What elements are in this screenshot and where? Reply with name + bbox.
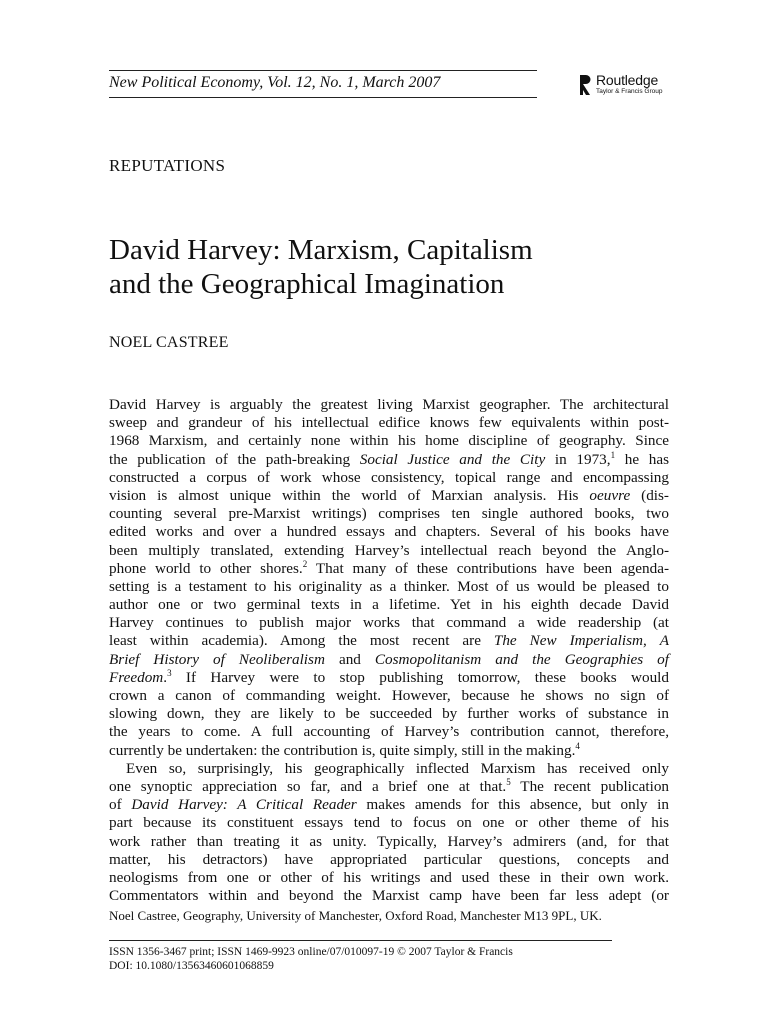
body-line: Freedom.$^3$ If Harvey were to stop publishing tomorrow, these books would xyxy=(109,667,669,686)
body-line: Even so, surprisingly, his geographically inflected Marxism has received only xyxy=(126,759,669,777)
doi-line[interactable]: DOI: 10.1080/13563460601068859 xyxy=(109,960,274,972)
body-line: vision is almost unique within the world of Marxian analysis. His oeuvre (dis- xyxy=(109,486,669,504)
body-line: setting is a testament to his originality as a thinker. Most of us would be pleased to xyxy=(109,577,669,595)
body-line: edited works and over a hundred essays and chapters. Several of his books have xyxy=(109,523,669,541)
routledge-r-icon xyxy=(578,73,592,97)
body-line: slowing down, they are likely to be succeeded by further works of substance in xyxy=(109,705,669,723)
issn-block xyxy=(109,945,513,973)
article-body xyxy=(109,396,669,905)
body-line: counting several pre-Marxist writings) comprises ten single authored books, two xyxy=(109,505,669,523)
book-title: Freedom xyxy=(109,668,164,686)
publisher-name: Routledge xyxy=(596,72,659,88)
title-line-2: and the Geographical Imagination xyxy=(109,268,505,300)
body-line: least within academia). Among the most recent are The New Imperialism, A xyxy=(109,632,670,650)
body-line: sweep and grandeur of his intellectual edifice knows few equivalents within post- xyxy=(109,414,669,432)
body-line: the years to come. A full accounting of Harvey’s contribution cannot, therefore, xyxy=(109,723,669,741)
body-line: 1968 Marxism, and certainly none within his home discipline of geography. Since xyxy=(109,432,669,450)
body-line: constructed a corpus of work whose consistency, topical range and encompassing xyxy=(109,468,669,486)
body-line: one synoptic appreciation so far, and a brief one at that.$^5$ The recent publication xyxy=(109,776,670,795)
emphasis: oeuvre xyxy=(589,486,631,504)
section-heading: REPUTATIONS xyxy=(109,156,226,175)
footnote-ref[interactable]: 3 xyxy=(167,667,172,678)
body-line: phone world to other shores.$^2$ That many of these contributions have been agenda- xyxy=(109,558,669,577)
body-line: crown a canon of commanding weight. However, because he shows no sign of xyxy=(109,687,669,704)
book-title: The New Imperialism xyxy=(493,632,643,650)
book-title: Social Justice and the City xyxy=(359,450,546,468)
header-top-rule xyxy=(109,70,537,71)
body-line: currently be undertaken: the contribution is, quite simply, still in the making.$^4$ xyxy=(109,740,580,759)
publisher-subtitle: Taylor & Francis Group xyxy=(596,88,663,95)
footer-rule xyxy=(109,940,612,941)
body-line: Harvey continues to publish major works that command a wide readership (at xyxy=(109,614,669,632)
body-line: David Harvey is arguably the greatest living Marxist geographer. The architectural xyxy=(109,396,669,413)
body-line: work rather than treating it as unity. Typically, Harvey’s admirers (and, for that xyxy=(109,832,669,850)
book-title: Brief History of Neoliberalism xyxy=(109,650,325,668)
publisher-logo xyxy=(578,72,678,102)
book-title: David Harvey: A Critical Reader xyxy=(131,796,357,814)
footnote-ref[interactable]: 4 xyxy=(575,740,580,751)
body-line: author one or two germinal texts in a lifetime. Yet in his eighth decade David xyxy=(109,596,669,614)
body-line: of David Harvey: A Critical Reader makes amends for this absence, but only in xyxy=(109,796,669,814)
footnote-ref[interactable]: 2 xyxy=(302,558,308,569)
body-line: Commentators within and beyond the Marxist camp have been far less adept (or xyxy=(109,887,669,905)
journal-citation: New Political Economy, Vol. 12, No. 1, March 2007 xyxy=(109,74,441,91)
body-line: part because its constituent essays tend to focus on one or other theme of his xyxy=(109,814,669,832)
issn-line: ISSN 1356-3467 print; ISSN 1469-9923 online/07/010097-19 © 2007 Taylor & Francis xyxy=(109,946,513,958)
author-affiliation: Noel Castree, Geography, University of Manchester, Oxford Road, Manchester M13 9PL, UK. xyxy=(109,908,602,923)
article-title xyxy=(109,233,669,301)
body-line: the publication of the path-breaking Social Justice and the City in 1973,$^1$ he has xyxy=(109,449,669,468)
author-name: NOEL CASTREE xyxy=(109,334,229,351)
body-line: been multiply translated, extending Harvey’s intellectual reach beyond the Anglo- xyxy=(109,541,669,559)
body-line: Brief History of Neoliberalism and Cosmopolitanism and the Geographies of xyxy=(109,650,669,668)
body-line: neologisms from one or other of his writings and used these in their own work. xyxy=(109,868,669,886)
book-title: A xyxy=(659,632,670,650)
footnote-ref[interactable]: 5 xyxy=(506,776,511,787)
footnote-ref[interactable]: 1 xyxy=(610,449,616,460)
body-line: matter, his detractors) have appropriated particular questions, concepts and xyxy=(109,850,669,868)
title-line-1: David Harvey: Marxism, Capitalism xyxy=(109,234,533,266)
header-bottom-rule xyxy=(109,97,537,98)
book-title: Cosmopolitanism and the Geographies of xyxy=(374,650,669,668)
